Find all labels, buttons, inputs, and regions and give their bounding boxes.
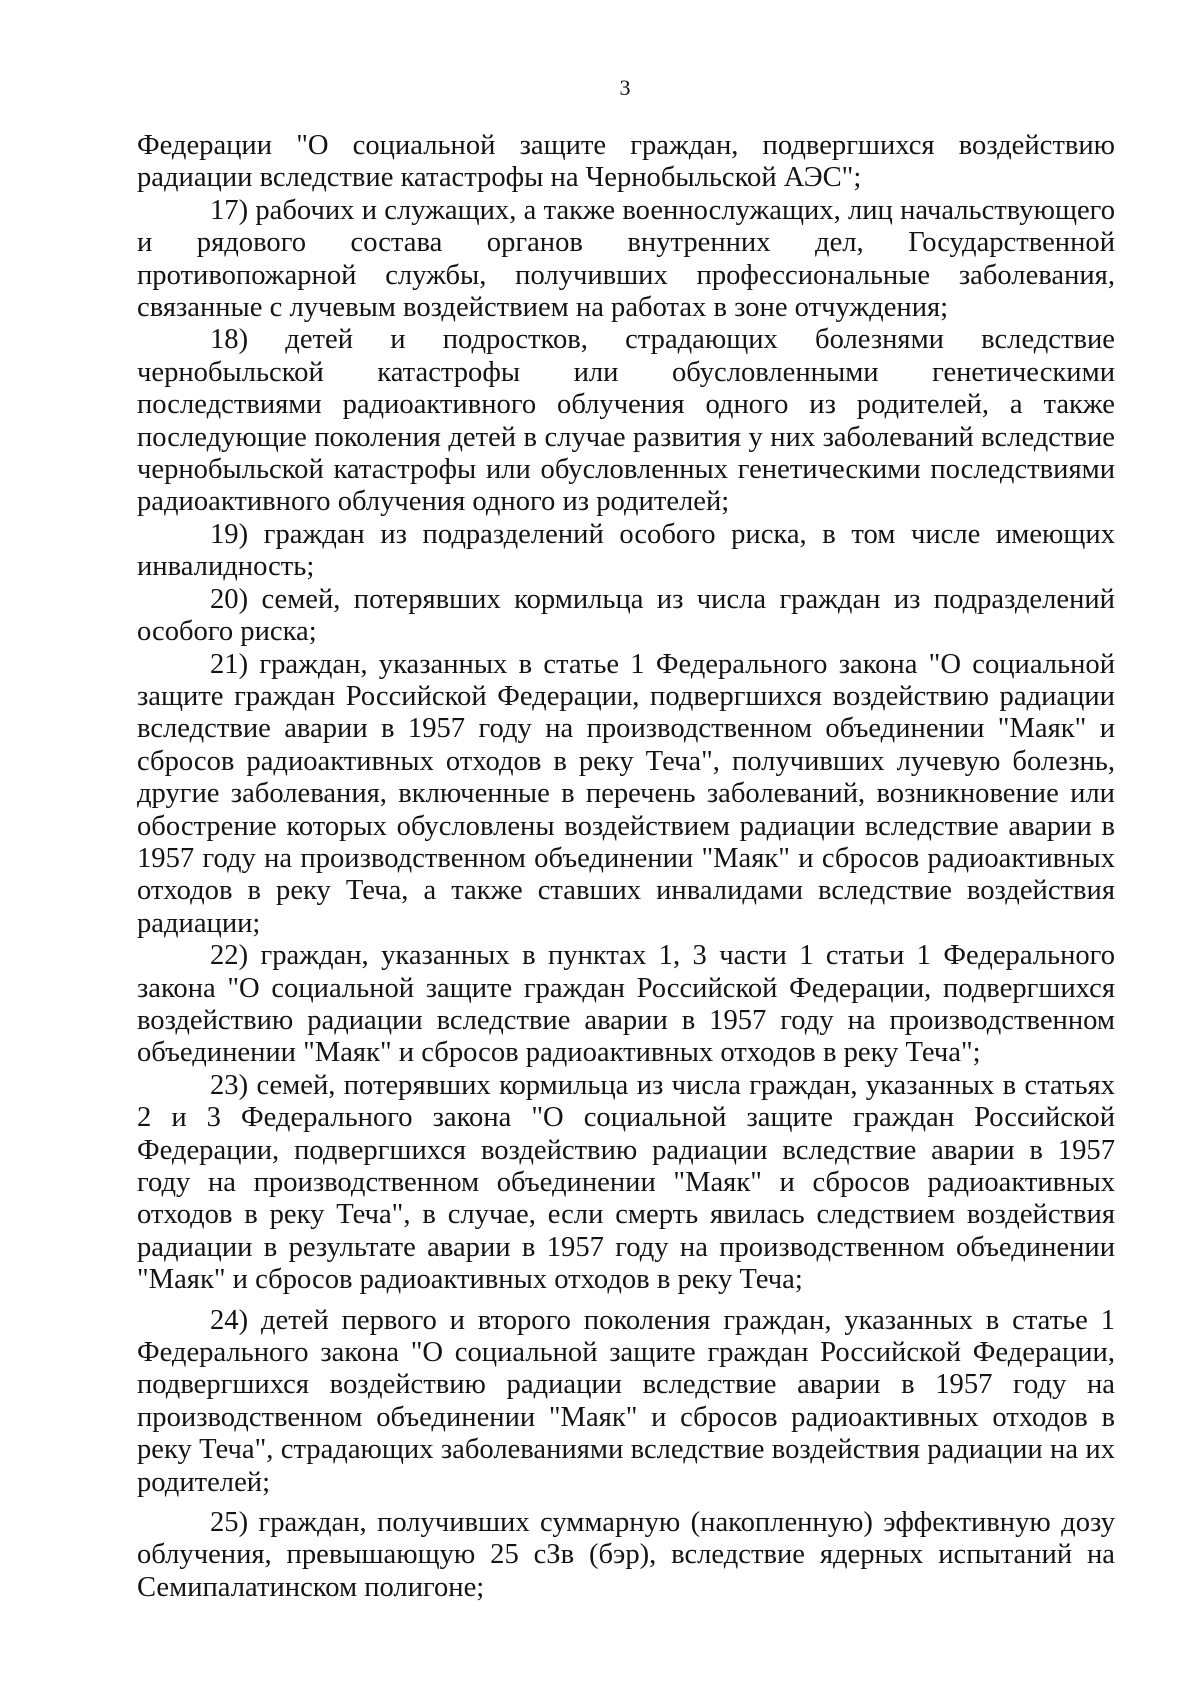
paragraph-item-21: 21) граждан, указанных в статье 1 Федерального закона "О социальной защите граждан Российской Федерации, подвергшихся воздействию радиации вследствие аварии в 1957 году на производственном объединении "Маяк" и сбросов радиоактивных отходов в реку Теча", получивших лучевую болезнь, другие заболевания, включенные в перечень заболеваний, возникновение или обострение которых обусловлены воздействием радиации вследствие аварии в 1957 году на производственном объединении "Маяк" и сбросов радиоактивных отходов в реку Теча, а также ставших инвалидами вследствие воздействия радиации; xyxy=(137,648,1115,939)
paragraph-item-25: 25) граждан, получивших суммарную (накопленную) эффективную дозу облучения, превышающую 25 сЗв (бэр), вследствие ядерных испытаний на Семипалатинском полигоне; xyxy=(137,1507,1115,1603)
paragraph-item-20: 20) семей, потерявших кормильца из числа граждан из подразделений особого риска; xyxy=(137,583,1115,648)
paragraph-item-22: 22) граждан, указанных в пунктах 1, 3 части 1 статьи 1 Федерального закона "О социальной защите граждан Российской Федерации, подвергшихся воздействию радиации вследствие аварии в 1957 году на производственном объединении "Маяк" и сбросов радиоактивных отходов в реку Теча"; xyxy=(137,940,1115,1069)
paragraph-item-23: 23) семей, потерявших кормильца из числа граждан, указанных в статьях 2 и 3 Федерального закона "О социальной защите граждан Российской Федерации, подвергшихся воздействию радиации вследствие аварии в 1957 году на производственном объединении "Маяк" и сбросов радиоактивных отходов в реку Теча", в случае, если смерть явилась следствием воздействия радиации в результате аварии в 1957 году на производственном объединении "Маяк" и сбросов радиоактивных отходов в реку Теча; xyxy=(137,1069,1115,1296)
paragraph-item-19: 19) граждан из подразделений особого риска, в том числе имеющих инвалидность; xyxy=(137,518,1115,583)
paragraph-item-17: 17) рабочих и служащих, а также военнослужащих, лиц начальствующего и рядового состава органов внутренних дел, Государственной противопожарной службы, получивших профессиональные заболевания, связанные с лучевым воздействием на работах в зоне отчуждения; xyxy=(137,194,1115,324)
document-body xyxy=(137,130,1115,1604)
paragraph-item-18: 18) детей и подростков, страдающих болезнями вследствие чернобыльской катастрофы или обусловленными генетическими последствиями радиоактивного облучения одного из родителей, а также последующие поколения детей в случае развития у них заболеваний вследствие чернобыльской катастрофы или обусловленных генетическими последствиями радиоактивного облучения одного из родителей; xyxy=(137,324,1115,518)
page-number: 3 xyxy=(619,75,631,100)
paragraph-continuation: Федерации "О социальной защите граждан, подвергшихся воздействию радиации вследствие катастрофы на Чернобыльской АЭС"; xyxy=(137,130,1115,194)
paragraph-item-24: 24) детей первого и второго поколения граждан, указанных в статье 1 Федерального закона "О социальной защите граждан Российской Федерации, подвергшихся воздействию радиации вследствие аварии в 1957 году на производственном объединении "Маяк" и сбросов радиоактивных отходов в реку Теча", страдающих заболеваниями вследствие воздействия радиации на их родителей; xyxy=(137,1304,1115,1498)
